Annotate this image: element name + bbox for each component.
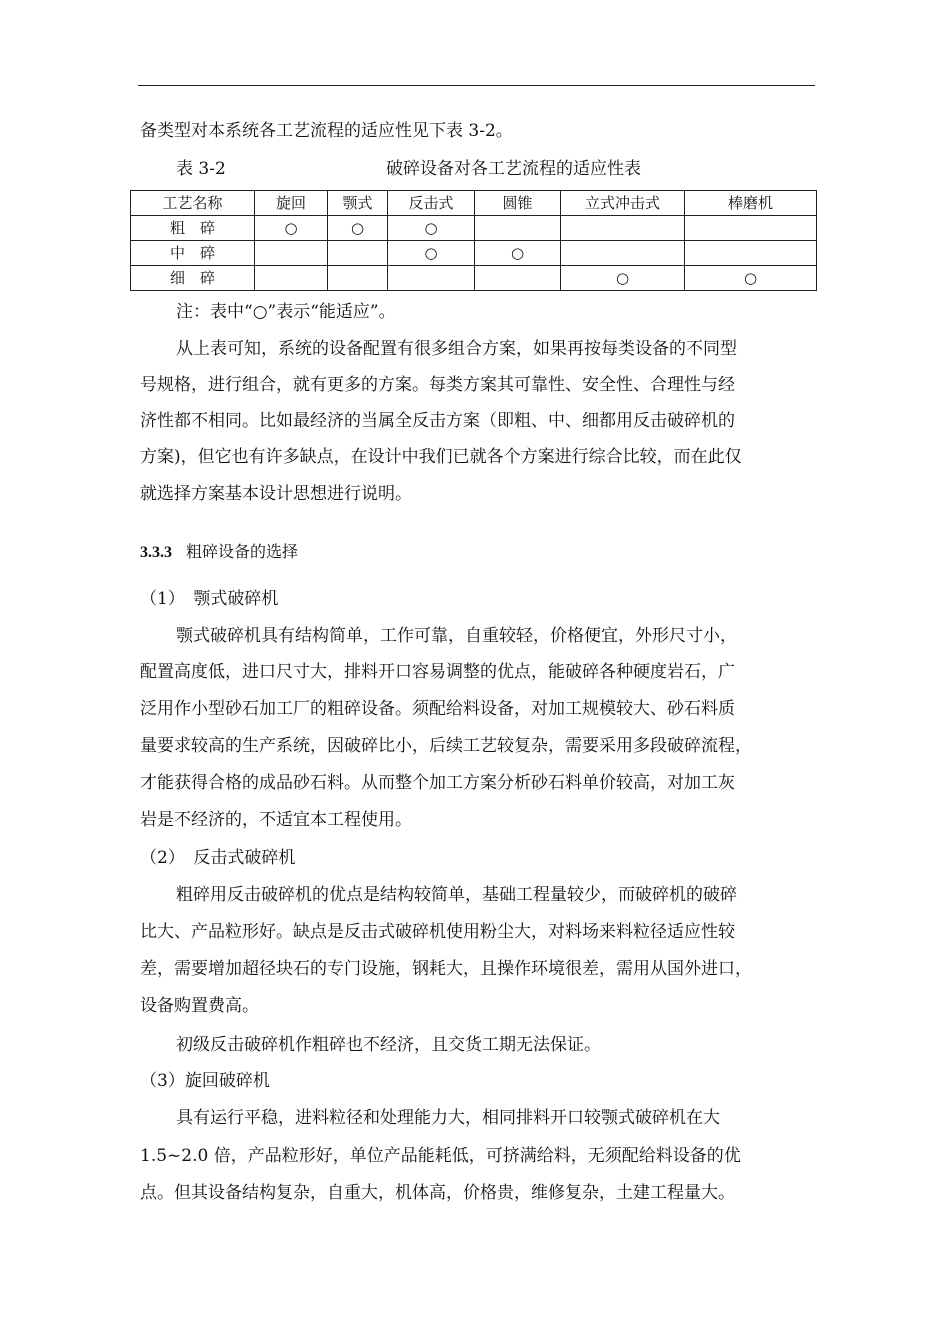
- table-header-cell: 反击式: [388, 191, 475, 216]
- paragraph-line: 点。但其设备结构复杂，自重大，机体高，价格贵，维修复杂，土建工程量大。: [140, 1183, 735, 1203]
- paragraph-line: 粗碎用反击破碎机的优点是结构较简单，基础工程量较少，而破碎机的破碎: [176, 885, 737, 905]
- table-cell: [475, 216, 561, 241]
- paragraph-line: 就选择方案基本设计思想进行说明。: [140, 484, 412, 504]
- table-cell: 中 碎: [131, 241, 255, 266]
- paragraph-line: 差，需要增加超径块石的专门设施，钢耗大，且操作环境很差，需用从国外进口，: [140, 959, 752, 979]
- table-title: 破碎设备对各工艺流程的适应性表: [386, 159, 641, 179]
- table-cell: [255, 241, 328, 266]
- table-note: 注：表中“○”表示“能适应”。: [176, 302, 396, 322]
- paragraph-line: 颚式破碎机具有结构简单，工作可靠，自重较轻，价格便宜，外形尺寸小，: [176, 626, 737, 646]
- paragraph-line: 比大、产品粒形好。缺点是反击式破碎机使用粉尘大，对料场来料粒径适应性较: [140, 922, 735, 942]
- table-header-row: [131, 191, 817, 216]
- paragraph-line: 设备购置费高。: [140, 996, 259, 1016]
- paragraph-line: 方案)，但它也有许多缺点，在设计中我们已就各个方案进行综合比较，而在此仅: [140, 447, 742, 467]
- table-cell: 细 碎: [131, 266, 255, 291]
- table-header-cell: 圆锥: [475, 191, 561, 216]
- table-row: [131, 241, 817, 266]
- table-cell: ○: [388, 216, 475, 241]
- intro-line: 备类型对本系统各工艺流程的适应性见下表 3-2。: [140, 121, 513, 141]
- table-header-cell: 棒磨机: [685, 191, 817, 216]
- header-rule: [138, 85, 815, 86]
- table-cell: [685, 216, 817, 241]
- table-label: 表 3-2: [176, 159, 226, 179]
- paragraph-line: 初级反击破碎机作粗碎也不经济，且交货工期无法保证。: [176, 1035, 601, 1055]
- paragraph-line: 量要求较高的生产系统，因破碎比小，后续工艺较复杂，需要采用多段破碎流程，: [140, 736, 752, 756]
- paragraph-line: 泛用作小型砂石加工厂的粗碎设备。须配给料设备，对加工规模较大、砂石料质: [140, 699, 735, 719]
- paragraph-line: 配置高度低，进口尺寸大，排料开口容易调整的优点，能破碎各种硬度岩石，广: [140, 662, 735, 682]
- table-cell: [328, 266, 388, 291]
- table-cell: ○: [561, 266, 685, 291]
- paragraph-line: 具有运行平稳，进料粒径和处理能力大，相同排料开口较颚式破碎机在大: [176, 1108, 720, 1128]
- table-cell: ○: [328, 216, 388, 241]
- suitability-table: [130, 190, 817, 291]
- table-cell: ○: [475, 241, 561, 266]
- table-cell: ○: [388, 241, 475, 266]
- paragraph-line: 1.5~2.0 倍，产品粒形好，单位产品能耗低，可挤满给料，无须配给料设备的优: [140, 1146, 741, 1166]
- paragraph-line: 才能获得合格的成品砂石料。从而整个加工方案分析砂石料单价较高，对加工灰: [140, 773, 735, 793]
- section-number: 3.3.3: [140, 544, 172, 561]
- table-header-cell: 旋回: [255, 191, 328, 216]
- table-cell: [328, 241, 388, 266]
- table-cell: [561, 241, 685, 266]
- paragraph-line: 从上表可知，系统的设备配置有很多组合方案，如果再按每类设备的不同型: [176, 339, 737, 359]
- table-cell: [255, 266, 328, 291]
- table-row: [131, 216, 817, 241]
- section-heading: [140, 540, 298, 565]
- table-cell: [685, 241, 817, 266]
- table-cell: [388, 266, 475, 291]
- subheading-jaw: （1） 颚式破碎机: [140, 589, 279, 609]
- paragraph-line: 号规格，进行组合，就有更多的方案。每类方案其可靠性、安全性、合理性与经: [140, 375, 735, 395]
- table-cell: [475, 266, 561, 291]
- table-cell: [561, 216, 685, 241]
- subheading-impact: （2） 反击式破碎机: [140, 848, 296, 868]
- table-cell: 粗 碎: [131, 216, 255, 241]
- table-header-cell: 工艺名称: [131, 191, 255, 216]
- table-header-cell: 立式冲击式: [561, 191, 685, 216]
- section-title: 粗碎设备的选择: [186, 542, 299, 561]
- table-cell: ○: [255, 216, 328, 241]
- paragraph-line: 济性都不相同。比如最经济的当属全反击方案（即粗、中、细都用反击破碎机的: [140, 411, 735, 431]
- table-cell: ○: [685, 266, 817, 291]
- table-header-cell: 颚式: [328, 191, 388, 216]
- table-row: [131, 266, 817, 291]
- subheading-gyratory: （3）旋回破碎机: [140, 1071, 270, 1091]
- paragraph-line: 岩是不经济的，不适宜本工程使用。: [140, 810, 412, 830]
